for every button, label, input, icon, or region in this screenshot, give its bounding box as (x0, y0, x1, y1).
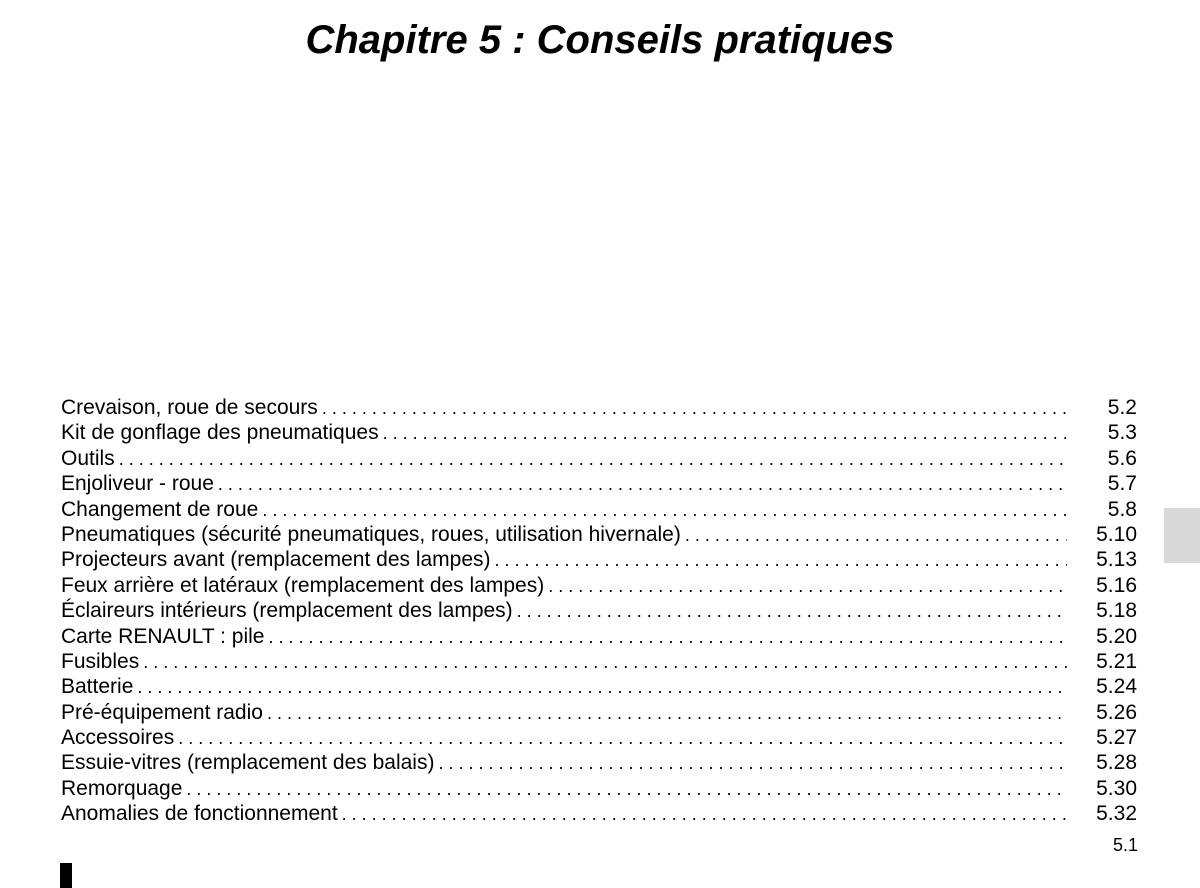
toc-entry-page: 5.27 (1096, 726, 1137, 750)
toc-entry[interactable] (61, 598, 1137, 623)
toc-entry-page: 5.24 (1096, 675, 1137, 699)
toc-entry-page: 5.28 (1096, 751, 1137, 775)
dot-leader (268, 625, 1067, 650)
toc-entry-page: 5.8 (1107, 497, 1137, 521)
toc-entry[interactable] (61, 801, 1137, 826)
toc-entry-page: 5.18 (1096, 599, 1137, 623)
toc-entry-label: Fusibles (61, 649, 140, 673)
toc-entry-label: Projecteurs avant (remplacement des lampes) (61, 548, 491, 572)
toc-entry-page: 5.16 (1096, 573, 1137, 597)
toc-entry-label: Changement de roue (61, 497, 259, 521)
toc-entry[interactable] (61, 750, 1137, 775)
toc-entry-label: Accessoires (61, 726, 175, 750)
toc-entry-page: 5.6 (1107, 446, 1137, 470)
dot-leader (685, 523, 1067, 548)
chapter-side-tab (1164, 508, 1200, 563)
toc-entry-page: 5.20 (1096, 624, 1137, 648)
toc-entry[interactable] (61, 725, 1137, 750)
toc-entry-label: Remorquage (61, 776, 183, 800)
dot-leader (517, 599, 1067, 624)
toc-entry-page: 5.3 (1107, 421, 1137, 445)
toc-entry-label: Enjoliveur - roue (61, 472, 214, 496)
toc-entry-label: Pneumatiques (sécurité pneumatiques, roues, utilisation hivernale) (61, 522, 681, 546)
dot-leader (548, 574, 1067, 599)
toc-entry[interactable] (61, 776, 1137, 801)
toc-entry-label: Feux arrière et latéraux (remplacement des lampes) (61, 573, 545, 597)
dot-leader (262, 498, 1067, 523)
toc-entry[interactable] (61, 522, 1137, 547)
toc-entry-page: 5.2 (1107, 396, 1137, 419)
print-registration-mark (60, 863, 72, 888)
toc-entry-page: 5.7 (1107, 472, 1137, 496)
toc-entry-label: Anomalies de fonctionnement (61, 802, 338, 826)
toc-entry[interactable] (61, 573, 1137, 598)
page-number: 5.1 (1112, 835, 1138, 855)
toc-entry-page: 5.21 (1096, 649, 1137, 673)
toc-entry-label: Pré-équipement radio (61, 700, 263, 724)
toc-entry[interactable] (61, 547, 1137, 572)
toc-entry-page: 5.32 (1096, 802, 1137, 826)
toc-entry[interactable] (61, 624, 1137, 649)
toc-entry-label: Crevaison, roue de secours (61, 396, 318, 419)
toc-entry-page: 5.10 (1096, 522, 1137, 546)
dot-leader (267, 701, 1067, 726)
dot-leader (119, 447, 1067, 472)
toc-entry-label: Essuie-vitres (remplacement des balais) (61, 751, 435, 775)
toc-entry[interactable] (61, 395, 1137, 420)
dot-leader (342, 802, 1067, 827)
toc-entry[interactable] (61, 471, 1137, 496)
toc-entry-label: Carte RENAULT : pile (61, 624, 265, 648)
dot-leader (438, 751, 1067, 776)
dot-leader (383, 421, 1067, 446)
toc-entry-page: 5.30 (1096, 776, 1137, 800)
toc-entry[interactable] (61, 446, 1137, 471)
dot-leader (143, 650, 1067, 675)
toc-entry[interactable] (61, 420, 1137, 445)
page-title: Chapitre 5 : Conseils pratiques (305, 18, 895, 62)
dot-leader (322, 396, 1067, 421)
dot-leader (178, 726, 1067, 751)
dot-leader (137, 675, 1067, 700)
toc-entry[interactable] (61, 497, 1137, 522)
toc-entry-page: 5.26 (1096, 700, 1137, 724)
toc-entry[interactable] (61, 674, 1137, 699)
toc-entry-label: Kit de gonflage des pneumatiques (61, 421, 379, 445)
toc-entry-label: Batterie (61, 675, 134, 699)
toc-entry[interactable] (61, 649, 1137, 674)
table-of-contents (61, 395, 1137, 827)
toc-entry-label: Outils (61, 446, 115, 470)
dot-leader (495, 548, 1067, 573)
toc-entry[interactable] (61, 700, 1137, 725)
toc-entry-page: 5.13 (1096, 548, 1137, 572)
dot-leader (218, 472, 1067, 497)
toc-entry-label: Éclaireurs intérieurs (remplacement des lampes) (61, 599, 513, 623)
dot-leader (186, 777, 1067, 802)
